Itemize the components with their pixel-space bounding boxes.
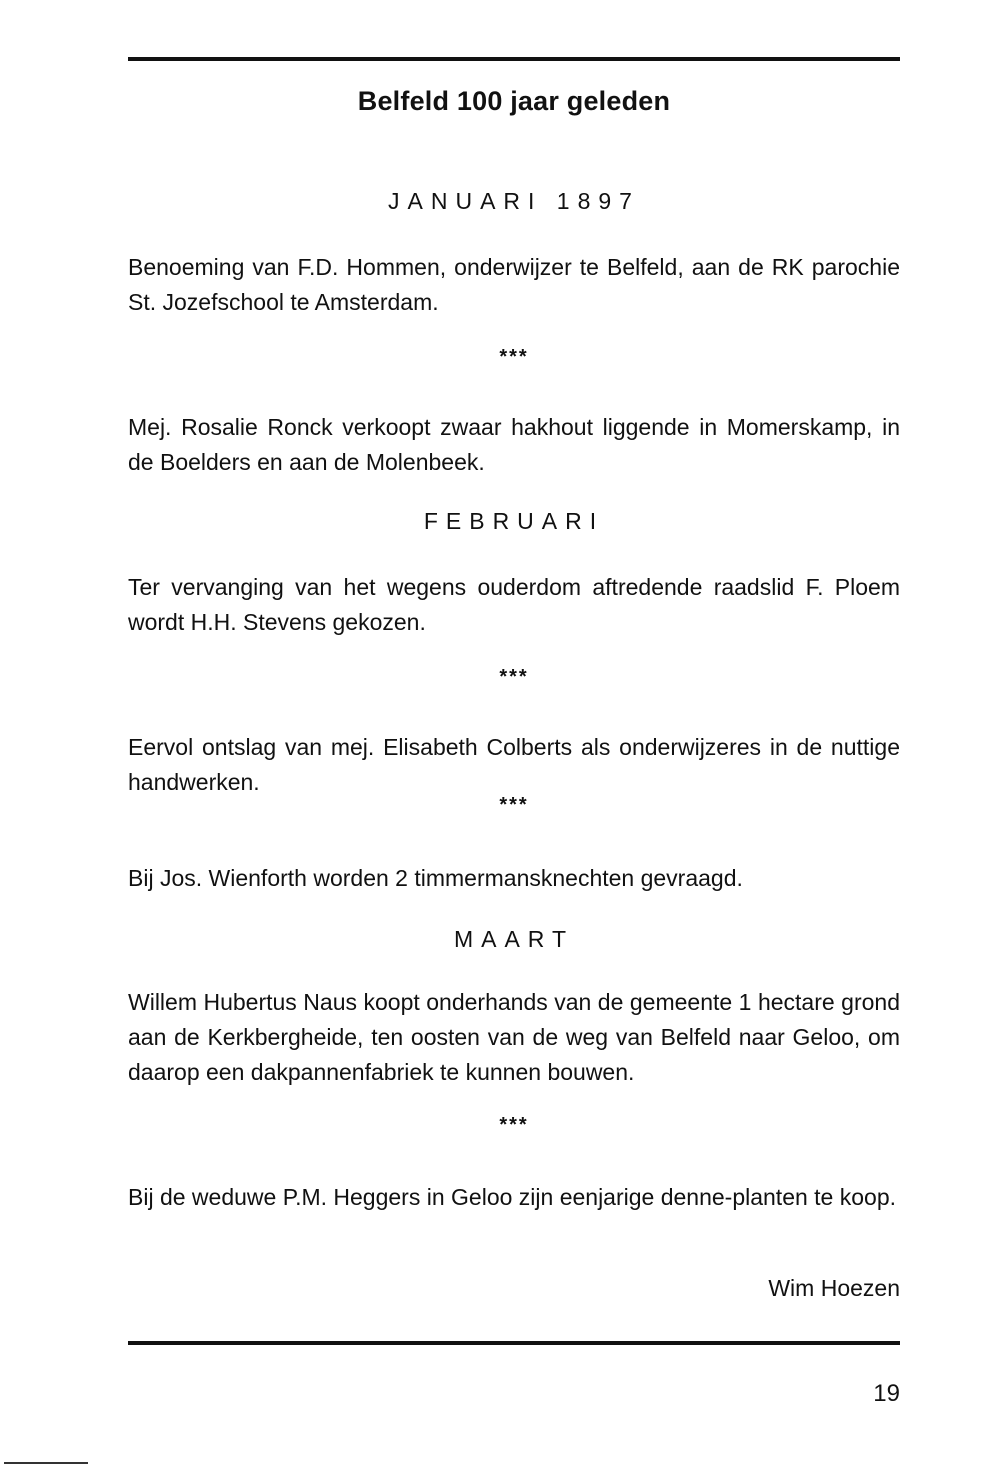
news-item: Bij de weduwe P.M. Heggers in Geloo zijn eenjarige denne-planten te koop. — [128, 1184, 897, 1210]
month-heading-maart: MAART — [453, 926, 575, 952]
scan-edge-mark — [4, 1462, 88, 1464]
news-item: Eervol ontslag van mej. Elisabeth Colberts als onderwijzeres in de nuttige handwerken. — [128, 734, 900, 795]
news-item: Willem Hubertus Naus koopt onderhands van de gemeente 1 hectare grond aan de Kerkbergheide, ten oosten van de weg van Belfeld naar Geloo, om daarop een dakpannenfabriek te kunnen bouwen. — [128, 989, 900, 1085]
separator-stars: *** — [499, 1114, 529, 1136]
author-signature: Wim Hoezen — [768, 1275, 900, 1301]
top-rule — [128, 57, 900, 61]
separator-stars: *** — [499, 666, 529, 688]
month-heading-januari: JANUARI 1897 — [388, 188, 640, 214]
article-title: Belfeld 100 jaar geleden — [357, 86, 671, 116]
bottom-rule — [128, 1341, 900, 1345]
page-number: 19 — [873, 1380, 900, 1407]
separator-stars: *** — [499, 346, 529, 368]
month-heading-februari: FEBRUARI — [423, 508, 605, 534]
news-item: Benoeming van F.D. Hommen, onderwijzer te Belfeld, aan de RK parochie St. Jozefschool te Amsterdam. — [128, 254, 900, 315]
news-item: Bij Jos. Wienforth worden 2 timmermansknechten gevraagd. — [128, 865, 743, 891]
news-item: Ter vervanging van het wegens ouderdom aftredende raadslid F. Ploem wordt H.H. Stevens gekozen. — [128, 574, 900, 635]
separator-stars: *** — [499, 794, 529, 816]
news-item: Mej. Rosalie Ronck verkoopt zwaar hakhout liggende in Momerskamp, in de Boelders en aan de Molenbeek. — [128, 414, 900, 475]
